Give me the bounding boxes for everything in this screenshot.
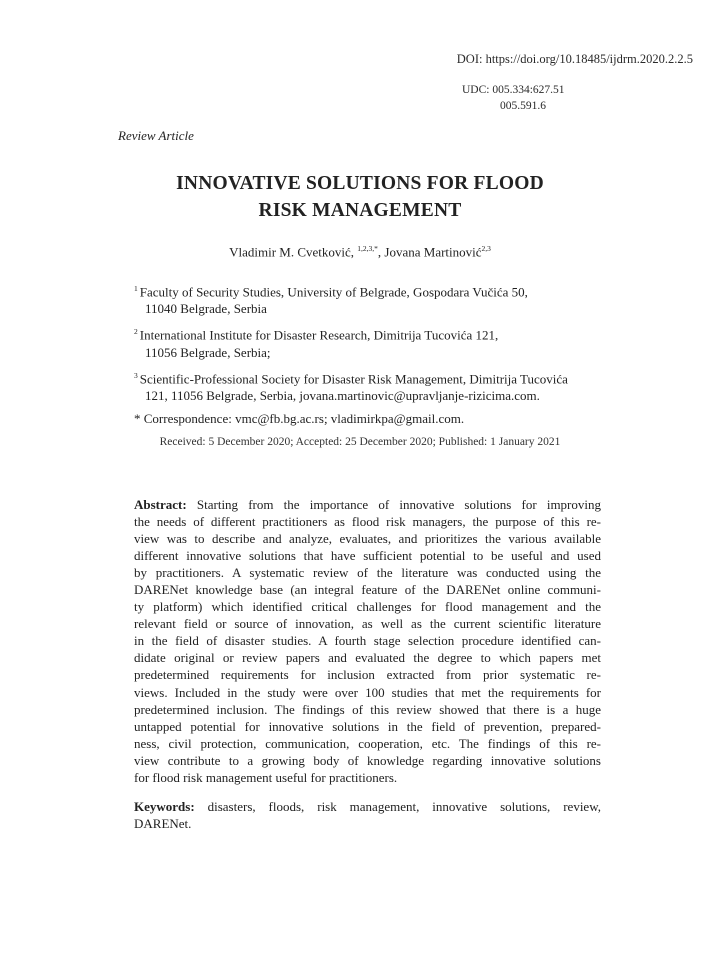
abstract-line: relevant field or source of innovation, as well as the current scientific literature <box>134 616 601 632</box>
abstract-line: in the field of disaster studies. A fourth stage selection procedure identified can- <box>134 633 601 649</box>
keywords-text: disasters, floods, risk management, innovative solutions, review, <box>194 799 601 814</box>
abstract-line: view was to describe and analyze, evaluates, and prioritizes the various available <box>134 531 601 547</box>
abstract-label: Abstract: <box>134 497 187 512</box>
author-affiliation-marks: 2,3 <box>481 244 491 253</box>
title-line: RISK MANAGEMENT <box>258 200 462 221</box>
udc-codes <box>462 82 565 114</box>
abstract-line: predetermined requirements for inclusion extracted from prior systematic re- <box>134 667 601 683</box>
affiliation-text: 121, 11056 Belgrade, Serbia, jovana.martinovic@upravljanje-rizicima.com. <box>145 387 540 403</box>
affiliation-number: 3 <box>134 370 138 380</box>
title-line: INNOVATIVE SOLUTIONS FOR FLOOD <box>176 173 544 194</box>
abstract-line: ty platform) which identified critical challenges for flood management and the <box>134 599 601 615</box>
article-type: Review Article <box>118 128 194 143</box>
affiliation-number: 1 <box>134 284 138 293</box>
udc-line: UDC: 005.334:627.51 <box>462 84 565 96</box>
affiliation-item <box>134 323 614 360</box>
keywords-line <box>134 798 601 815</box>
author-separator: , <box>377 244 385 260</box>
abstract-line: different innovative solutions that have sufficient potential to be useful and used <box>134 548 601 564</box>
affiliation-text: International Institute for Disaster Research, Dimitrija Tucovića 121, <box>139 327 499 343</box>
affiliation-text: 11056 Belgrade, Serbia; <box>145 344 271 360</box>
doi-link[interactable]: DOI: https://doi.org/10.18485/ijdrm.2020.2.2.5 <box>456 52 693 66</box>
affiliation-item <box>134 367 614 404</box>
abstract-line: by practitioners. A systematic review of the literature was conducted using the <box>134 565 601 581</box>
abstract-text: Starting from the importance of innovative solutions for improving <box>186 497 601 512</box>
abstract-line: the needs of different practitioners as flood risk managers, the purpose of this re- <box>134 514 601 530</box>
affiliation-text: Scientific-Professional Society for Disaster Risk Management, Dimitrija Tucovića <box>139 370 568 386</box>
affiliation-item <box>134 280 614 317</box>
udc-line: 005.591.6 <box>500 100 546 112</box>
paper-title <box>0 170 720 224</box>
author-name: Vladimir M. Cvetković, <box>229 244 355 260</box>
correspondence <box>134 410 614 427</box>
keywords <box>134 798 601 832</box>
keywords-line: DARENet. <box>134 816 192 832</box>
author-affiliation-marks: 1,2,3,* <box>357 244 378 253</box>
affiliation-text: 11040 Belgrade, Serbia <box>145 301 267 317</box>
affiliation-text: Faculty of Security Studies, University of Belgrade, Gospodara Vučića 50, <box>139 284 528 300</box>
keywords-label: Keywords: <box>134 799 195 814</box>
abstract-line: view contribute to a growing body of knowledge regarding innovative solutions <box>134 752 601 768</box>
affiliations <box>134 280 614 433</box>
abstract-line: ness, civil protection, communication, cooperation, etc. The findings of this re- <box>134 735 601 751</box>
author-list <box>0 244 720 260</box>
publication-dates: Received: 5 December 2020; Accepted: 25 December 2020; Published: 1 January 2021 <box>159 436 561 448</box>
correspondence-text[interactable]: * Correspondence: vmc@fb.bg.ac.rs; vladimirkpa@gmail.com. <box>134 410 465 426</box>
abstract-line: views. Included in the study were over 100 studies that met the requirements for <box>134 684 601 700</box>
abstract-line <box>134 496 601 513</box>
abstract-line: didate original or review papers and evaluated the degree to which papers met <box>134 650 601 666</box>
abstract-line: for flood risk management useful for practitioners. <box>134 769 398 785</box>
abstract-line: DARENet knowledge base (an integral feature of the DARENet online communi- <box>134 582 601 598</box>
affiliation-number: 2 <box>134 327 138 337</box>
abstract <box>134 496 601 786</box>
author-name: Jovana Martinović <box>384 244 482 260</box>
abstract-line: predetermined inclusion. The findings of this review showed that there is a huge <box>134 701 601 717</box>
abstract-line: untapped potential for innovative solutions in the field of prevention, prepared- <box>134 718 601 734</box>
